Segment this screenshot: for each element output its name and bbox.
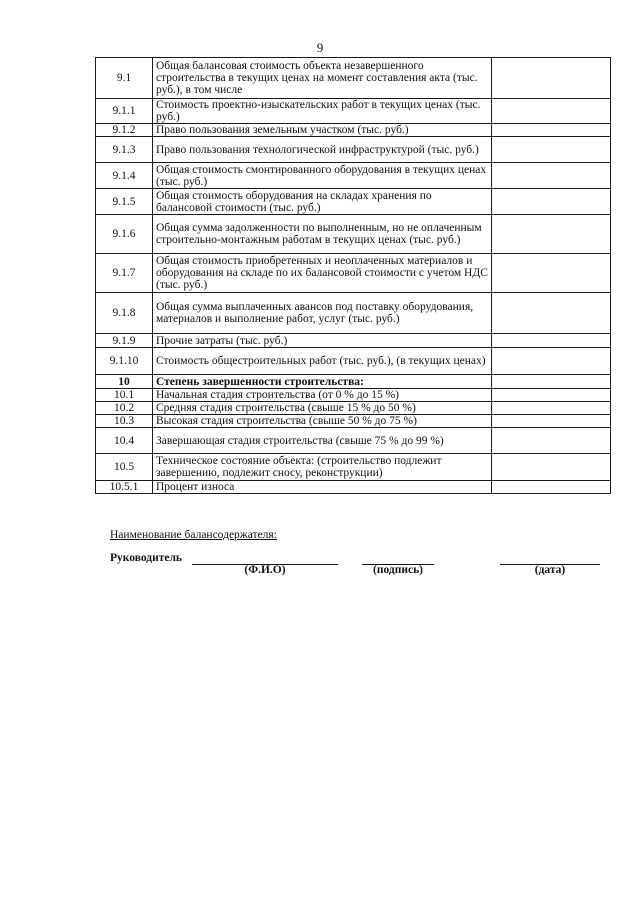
row-description: Начальная стадия строительства (от 0 % до 15 %) — [153, 389, 492, 402]
row-number: 9.1.9 — [96, 334, 153, 348]
signature-block — [0, 552, 640, 582]
row-number: 10.4 — [96, 428, 153, 454]
row-number: 10.1 — [96, 389, 153, 402]
table-row — [96, 163, 611, 189]
row-number: 9.1.8 — [96, 293, 153, 334]
row-value — [492, 163, 611, 189]
row-number: 10.5 — [96, 454, 153, 481]
row-number: 10 — [96, 375, 153, 389]
row-value — [492, 481, 611, 494]
row-description: Общая сумма выплаченных авансов под поставку оборудования, материалов и выполнение работ, услуг (тыс. руб.) — [153, 293, 492, 334]
row-description: Общая стоимость приобретенных и неоплаченных материалов и оборудования на складе по их балансовой стоимости с учетом НДС (тыс. руб.) — [153, 254, 492, 293]
row-value — [492, 137, 611, 163]
row-value — [492, 293, 611, 334]
row-description: Стоимость проектно-изыскательских работ в текущих ценах (тыс. руб.) — [153, 99, 492, 124]
row-number: 9.1 — [96, 58, 153, 99]
row-value — [492, 215, 611, 254]
table-row — [96, 189, 611, 215]
row-description: Высокая стадия строительства (свыше 50 % до 75 %) — [153, 415, 492, 428]
table-row — [96, 334, 611, 348]
row-value — [492, 124, 611, 137]
row-number: 9.1.4 — [96, 163, 153, 189]
row-value — [492, 334, 611, 348]
table-row — [96, 293, 611, 334]
row-number: 9.1.3 — [96, 137, 153, 163]
table-row — [96, 389, 611, 402]
row-number: 10.5.1 — [96, 481, 153, 494]
row-value — [492, 254, 611, 293]
row-number: 10.2 — [96, 402, 153, 415]
row-description: Общая стоимость оборудования на складах хранения по балансовой стоимости (тыс. руб.) — [153, 189, 492, 215]
row-description: Процент износа — [153, 481, 492, 494]
row-value — [492, 402, 611, 415]
table-row — [96, 215, 611, 254]
row-description: Средняя стадия строительства (свыше 15 % до 50 %) — [153, 402, 492, 415]
row-description: Право пользования технологической инфраструктурой (тыс. руб.) — [153, 137, 492, 163]
row-description: Общая балансовая стоимость объекта незавершенного строительства в текущих ценах на момент составления акта (тыс. руб.), в том числе — [153, 58, 492, 99]
table-row — [96, 137, 611, 163]
row-number: 9.1.5 — [96, 189, 153, 215]
table-row — [96, 99, 611, 124]
date-caption: (дата) — [534, 564, 566, 576]
row-description: Прочие затраты (тыс. руб.) — [153, 334, 492, 348]
table-row — [96, 124, 611, 137]
table-row — [96, 428, 611, 454]
row-value — [492, 58, 611, 99]
table-row — [96, 402, 611, 415]
balance-holder-label: Наименование балансодержателя: — [110, 529, 277, 541]
row-value — [492, 99, 611, 124]
table-row — [96, 375, 611, 389]
signature-caption: (подпись) — [373, 564, 423, 576]
row-number: 9.1.10 — [96, 348, 153, 375]
row-value — [492, 454, 611, 481]
cost-table — [95, 57, 611, 494]
page-number: 9 — [316, 40, 324, 55]
row-number: 9.1.1 — [96, 99, 153, 124]
row-value — [492, 428, 611, 454]
table-row — [96, 481, 611, 494]
row-description: Техническое состояние объекта: (строительство подлежит завершению, подлежит сносу, реконструкции) — [153, 454, 492, 481]
table-row — [96, 454, 611, 481]
row-value — [492, 389, 611, 402]
row-number: 10.3 — [96, 415, 153, 428]
table-row — [96, 415, 611, 428]
table-row — [96, 254, 611, 293]
head-label: Руководитель — [110, 552, 182, 564]
row-description: Общая стоимость смонтированного оборудования в текущих ценах (тыс. руб.) — [153, 163, 492, 189]
row-description: Завершающая стадия строительства (свыше 75 % до 99 %) — [153, 428, 492, 454]
row-value — [492, 415, 611, 428]
row-description: Стоимость общестроительных работ (тыс. руб.), (в текущих ценах) — [153, 348, 492, 375]
row-number: 9.1.2 — [96, 124, 153, 137]
row-value — [492, 348, 611, 375]
row-description: Степень завершенности строительства: — [153, 375, 492, 389]
row-value — [492, 189, 611, 215]
table-row — [96, 348, 611, 375]
row-number: 9.1.7 — [96, 254, 153, 293]
row-value — [492, 375, 611, 389]
fio-caption: (Ф.И.О) — [244, 564, 286, 576]
row-description: Общая сумма задолженности по выполненным, но не оплаченным строительно-монтажным работам в текущих ценах (тыс. руб.) — [153, 215, 492, 254]
table-row — [96, 58, 611, 99]
row-number: 9.1.6 — [96, 215, 153, 254]
row-description: Право пользования земельным участком (тыс. руб.) — [153, 124, 492, 137]
